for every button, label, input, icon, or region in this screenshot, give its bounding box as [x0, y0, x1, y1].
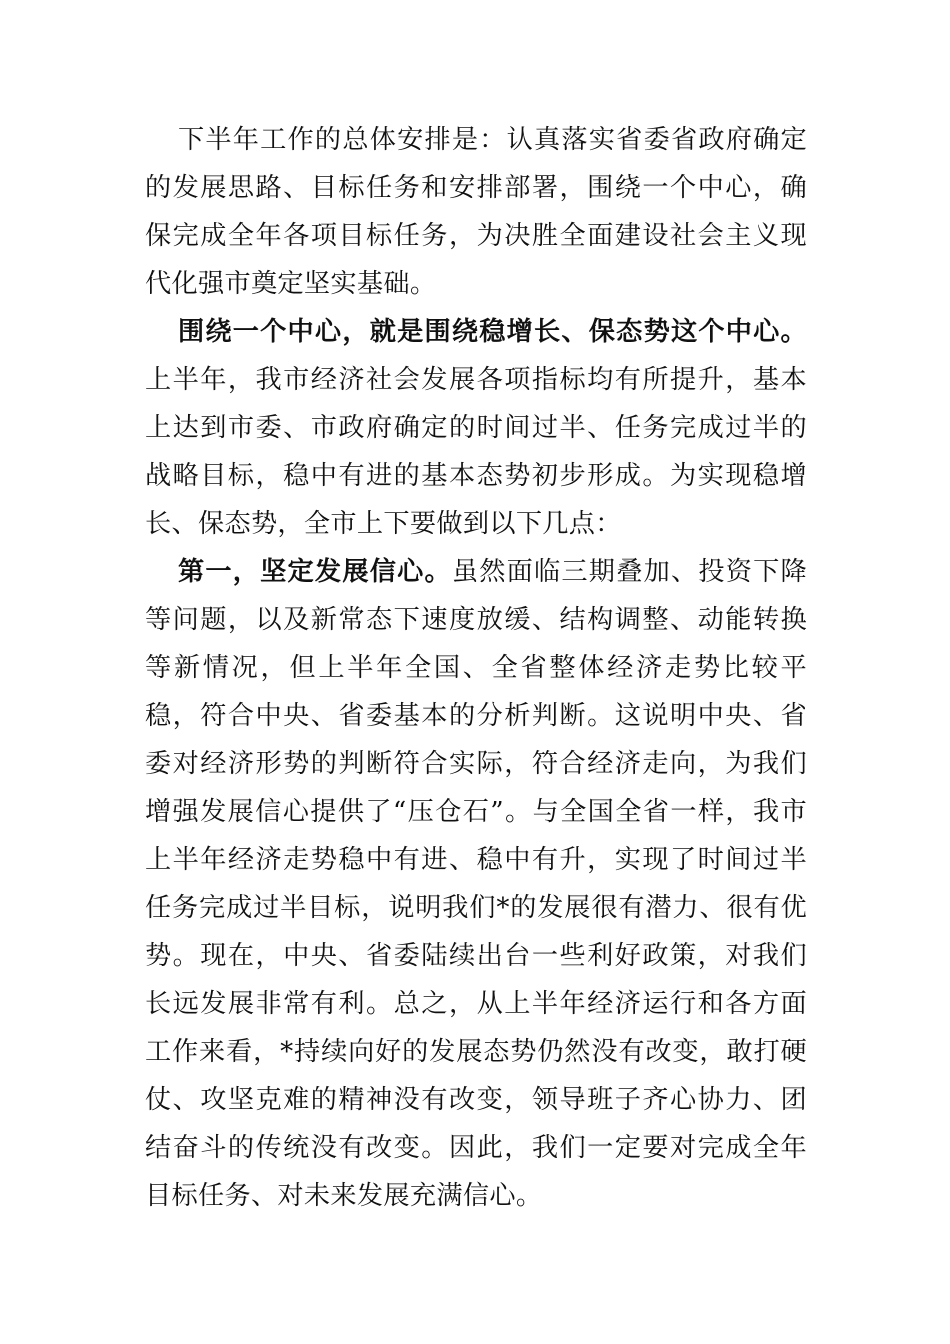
document-page — [145, 116, 807, 1220]
paragraph-overall-arrangement — [145, 116, 807, 308]
paragraph-one-center — [145, 308, 807, 548]
paragraph-lead: 围绕一个中心，就是围绕稳增长、保态势这个中心。 — [178, 316, 807, 347]
paragraph-body: 上半年，我市经济社会发展各项指标均有所提升，基本上达到市委、市政府确定的时间过半、任务完成过半的战略目标，稳中有进的基本态势初步形成。为实现稳增长、保态势，全市上下要做到以下几点： — [145, 365, 807, 539]
paragraph-first-confidence — [145, 548, 807, 1220]
paragraph-body: 下半年工作的总体安排是：认真落实省委省政府确定的发展思路、目标任务和安排部署，围绕一个中心，确保完成全年各项目标任务，为决胜全面建设社会主义现代化强市奠定坚实基础。 — [145, 125, 807, 299]
paragraph-body: 虽然面临三期叠加、投资下降等问题，以及新常态下速度放缓、结构调整、动能转换等新情况，但上半年全国、全省整体经济走势比较平稳，符合中央、省委基本的分析判断。这说明中央、省委对经济形势的判断符合实际，符合经济走向，为我们增强发展信心提供了“压仓石”。与全国全省一样，我市上半年经济走势稳中有进、稳中有升，实现了时间过半任务完成过半目标，说明我们*的发展很有潜力、很有优势。现在，中央、省委陆续出台一些利好政策，对我们长远发展非常有利。总之，从上半年经济运行和各方面工作来看，*持续向好的发展态势仍然没有改变，敢打硬仗、攻坚克难的精神没有改变，领导班子齐心协力、团结奋斗的传统没有改变。因此，我们一定要对完成全年目标任务、对未来发展充满信心。 — [145, 557, 808, 1211]
paragraph-lead: 第一，坚定发展信心。 — [178, 556, 452, 587]
